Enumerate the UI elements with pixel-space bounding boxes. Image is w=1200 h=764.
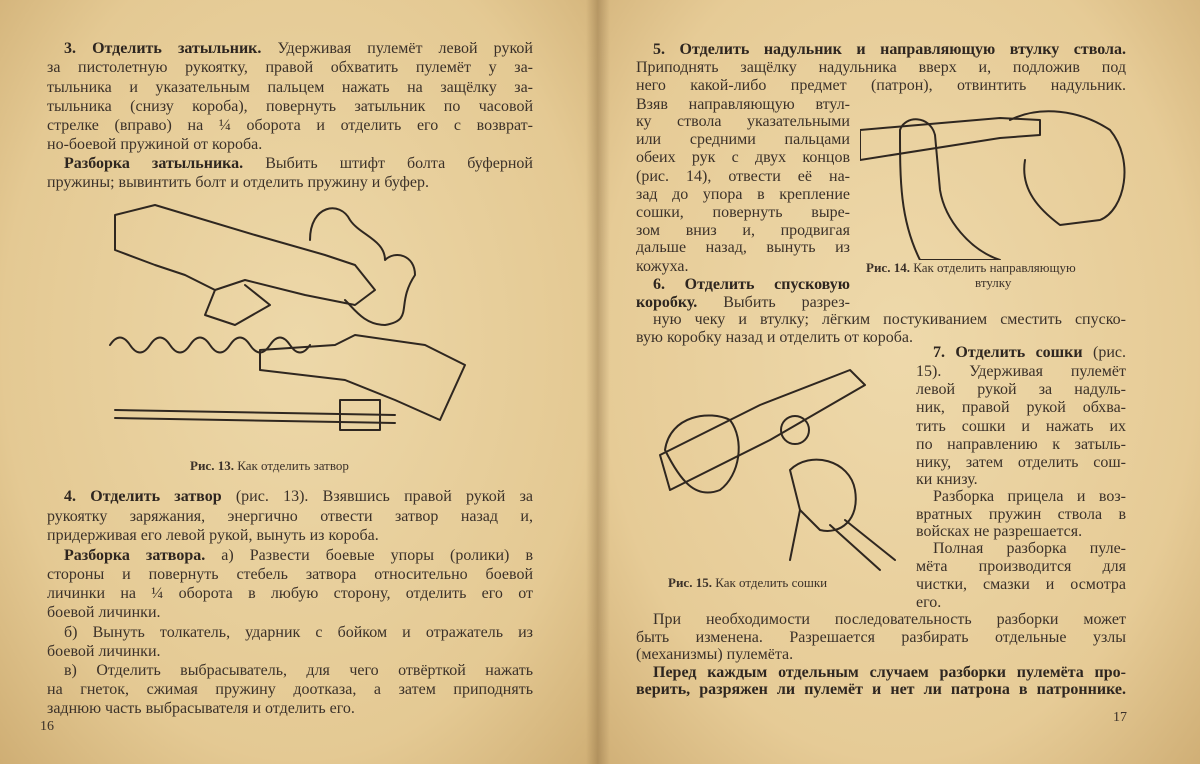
body-text: стрелке (вправо) на ¼ оборота и отделить его с возврат-: [47, 117, 533, 134]
body-text: (рис. 13). Взявшись правой рукой за: [221, 488, 533, 505]
body-text: Взяв направляющую втул-: [636, 96, 850, 113]
text-line: [47, 117, 533, 135]
body-text: стороны и повернуть стебель затвора относительно боевой: [47, 566, 533, 583]
body-text: личинки на ¼ оборота в любую сторону, отделить его от: [47, 585, 533, 602]
body-text: ку ствола указательными: [636, 113, 850, 130]
body-text: Полная разборка пуле-: [933, 540, 1126, 557]
hand-sketch: [310, 208, 415, 325]
body-text: Выбить штифт болта буферной: [243, 155, 533, 172]
text-line: [916, 506, 1126, 524]
book-gutter: [586, 0, 610, 764]
bold-heading: 5. Отделить надульник и направляющую втулку ствола.: [653, 41, 1126, 58]
text-line: [636, 96, 850, 114]
text-line: [47, 136, 533, 154]
body-text: зом вниз и, продвигая: [636, 222, 850, 239]
figure-caption-text: Как отделить сошки: [711, 575, 828, 590]
body-text: обеих рук с двух концов: [636, 149, 850, 166]
text-line: [636, 294, 850, 312]
bold-heading: Разборка затвора.: [64, 547, 206, 564]
text-line: [636, 646, 1126, 664]
body-text: Приподнять защёлку надульника вверх и, подложив под: [636, 59, 1126, 76]
text-line: [916, 436, 1126, 454]
text-line: [933, 344, 1126, 362]
body-text: мёта производится для: [916, 558, 1126, 575]
text-line: [653, 611, 1126, 629]
right-page-figure_15-caption: [668, 575, 827, 591]
barrel-sketch: [660, 370, 865, 490]
rod-sketch-2: [115, 418, 395, 423]
text-line: [64, 662, 533, 680]
text-line: [47, 527, 533, 545]
body-text: по направлению к затыль-: [916, 436, 1126, 453]
text-line: [933, 540, 1126, 558]
body-text: или средними пальцами: [636, 131, 850, 148]
body-text: левой рукой за надуль-: [916, 381, 1126, 398]
bold-heading: 3. Отделить затыльник.: [64, 40, 262, 57]
body-text: ки книзу.: [916, 471, 978, 488]
body-text: Разборка прицела и воз-: [933, 488, 1126, 505]
text-line: [47, 98, 533, 116]
barrel-sketch: [860, 118, 1040, 160]
body-text: вую коробку назад и отделить от короба.: [636, 329, 914, 346]
body-text: придерживая его левой рукой, вынуть из короба.: [47, 527, 379, 544]
body-text: пружины; вывинтить болт и отделить пружину и буфер.: [47, 174, 429, 191]
figure-13-illustration: [95, 195, 495, 440]
text-line: [636, 113, 850, 131]
body-text: сошки, повернуть выре-: [636, 204, 850, 221]
body-text: за пистолетную рукоятку, правой обхватить пулемёт у за-: [47, 59, 533, 76]
body-text: (рис.: [1082, 344, 1126, 361]
figure-caption-text: Как отделить направляющую: [909, 260, 1076, 275]
figure-14-caption-line2: втулку: [975, 275, 1012, 290]
body-text: рукоятку заряжания, энергично отвести затвор назад и,: [47, 508, 533, 525]
body-text: в) Отделить выбрасыватель, для чего отвёрткой нажать: [64, 662, 533, 679]
text-line: [64, 155, 533, 173]
body-text: При необходимости последовательность разборки может: [653, 611, 1126, 628]
text-line: [916, 381, 1126, 399]
figure-14-illustration: [860, 100, 1135, 260]
text-line: [916, 523, 1126, 541]
body-text: тыльника (снизу короба), повернуть затыльник по часовой: [47, 98, 533, 115]
text-line: [916, 558, 1126, 576]
text-line: [916, 594, 1126, 612]
body-text: его.: [916, 594, 942, 611]
body-text: на гнеток, сжимая пружину доотказа, а затем приподнять: [47, 681, 533, 698]
page-number-right: 17: [1113, 710, 1127, 725]
left-fist-sketch: [665, 415, 739, 492]
text-line: [916, 454, 1126, 472]
text-line: [636, 59, 1126, 77]
body-text: чистки, смазки и осмотра: [916, 576, 1126, 593]
body-text: зад до упора в крепление: [636, 186, 850, 203]
body-text: (рис. 14), отвести её на-: [636, 168, 850, 185]
rod-sketch: [115, 410, 395, 415]
body-text: вратных пружин ствола в: [916, 506, 1126, 523]
page-number-left: 16: [40, 719, 54, 734]
body-text: ную чеку и втулку; лёгким постукиванием сместить спуско-: [653, 311, 1126, 328]
text-line: [47, 700, 533, 718]
text-line: [653, 41, 1126, 59]
body-text: ник, правой рукой обхва-: [916, 399, 1126, 416]
body-text: войсках не разрешается.: [916, 523, 1083, 540]
bold-heading: коробку.: [636, 294, 698, 311]
bolt-sketch: [260, 335, 465, 420]
body-text: кожуха.: [636, 258, 689, 275]
figure-caption-text: Как отделить затвор: [233, 458, 349, 473]
text-line: [47, 585, 533, 603]
body-text: него какой-либо предмет (патрон), отвинтить надульник.: [636, 77, 1126, 94]
bold-heading: 7. Отделить сошки: [933, 344, 1083, 361]
text-line: [636, 222, 850, 240]
text-line: [653, 664, 1126, 682]
body-text: Выбить разрез-: [697, 294, 850, 311]
bipod-joint-sketch: [781, 416, 809, 444]
text-line: [653, 311, 1126, 329]
bold-heading: 4. Отделить затвор: [64, 488, 222, 505]
left-page-figure_13-caption: [190, 458, 349, 474]
body-text: боевой личинки.: [47, 604, 161, 621]
body-text: но-боевой пружиной от короба.: [47, 136, 263, 153]
text-line: [636, 168, 850, 186]
body-text: б) Вынуть толкатель, ударник с бойком и отражатель из: [64, 624, 533, 641]
text-line: [916, 576, 1126, 594]
text-line: [64, 488, 533, 506]
right-page-figure_14-caption: [866, 260, 1076, 276]
spring-sketch: [110, 338, 310, 353]
text-line: [916, 399, 1126, 417]
pistol-grip-sketch: [205, 285, 270, 325]
figure-label: Рис. 13.: [190, 458, 234, 473]
text-line: [47, 643, 533, 661]
figure-15-illustration: [650, 360, 900, 575]
body-text: дальше назад, вынуть из: [636, 239, 850, 256]
body-text: боевой личинки.: [47, 643, 161, 660]
body-text: а) Развести боевые упоры (ролики) в: [205, 547, 533, 564]
text-line: [636, 681, 1126, 699]
text-line: [47, 566, 533, 584]
text-line: [636, 239, 850, 257]
body-text: быть изменена. Разрешается разбирать отдельные узлы: [636, 629, 1126, 646]
text-line: [64, 40, 533, 58]
text-line: [47, 681, 533, 699]
text-line: [636, 258, 850, 276]
body-text: 15). Удерживая пулемёт: [916, 363, 1126, 380]
text-line: [64, 624, 533, 642]
body-text: (механизмы) пулемёта.: [636, 646, 794, 663]
bipod-legs-sketch: [790, 510, 895, 570]
text-line: [933, 488, 1126, 506]
bold-heading: Перед каждым отдельным случаем разборки пулемёта про-: [653, 664, 1126, 681]
text-line: [636, 186, 850, 204]
bold-heading: верить, разряжен ли пулемёт и нет ли патрона в патроннике.: [636, 681, 1126, 698]
text-line: [47, 79, 533, 97]
text-line: [636, 77, 1126, 95]
text-line: [653, 276, 850, 294]
text-line: [47, 174, 533, 192]
text-line: [47, 604, 533, 622]
text-line: [636, 629, 1126, 647]
bold-heading: 6. Отделить спусковую: [653, 276, 850, 293]
text-line: [636, 131, 850, 149]
figure-label: Рис. 14.: [866, 260, 910, 275]
body-text: нику, затем отделить сош-: [916, 454, 1126, 471]
body-text: заднюю часть выбрасывателя и отделить его.: [47, 700, 355, 717]
figure-label: Рис. 15.: [668, 575, 712, 590]
text-line: [916, 363, 1126, 381]
text-line: [636, 204, 850, 222]
text-line: [47, 508, 533, 526]
right-hand-sketch: [1010, 111, 1124, 225]
bold-heading: Разборка затыльника.: [64, 155, 244, 172]
text-line: [64, 547, 533, 565]
text-line: [916, 418, 1126, 436]
body-text: тить сошки и нажать их: [916, 418, 1126, 435]
text-line: [47, 59, 533, 77]
body-text: Удерживая пулемёт левой рукой: [261, 40, 533, 57]
text-line: [916, 471, 1126, 489]
receiver-sketch: [115, 205, 375, 305]
body-text: тыльника и указательным пальцем нажать на защёлку за-: [47, 79, 533, 96]
text-line: [636, 149, 850, 167]
